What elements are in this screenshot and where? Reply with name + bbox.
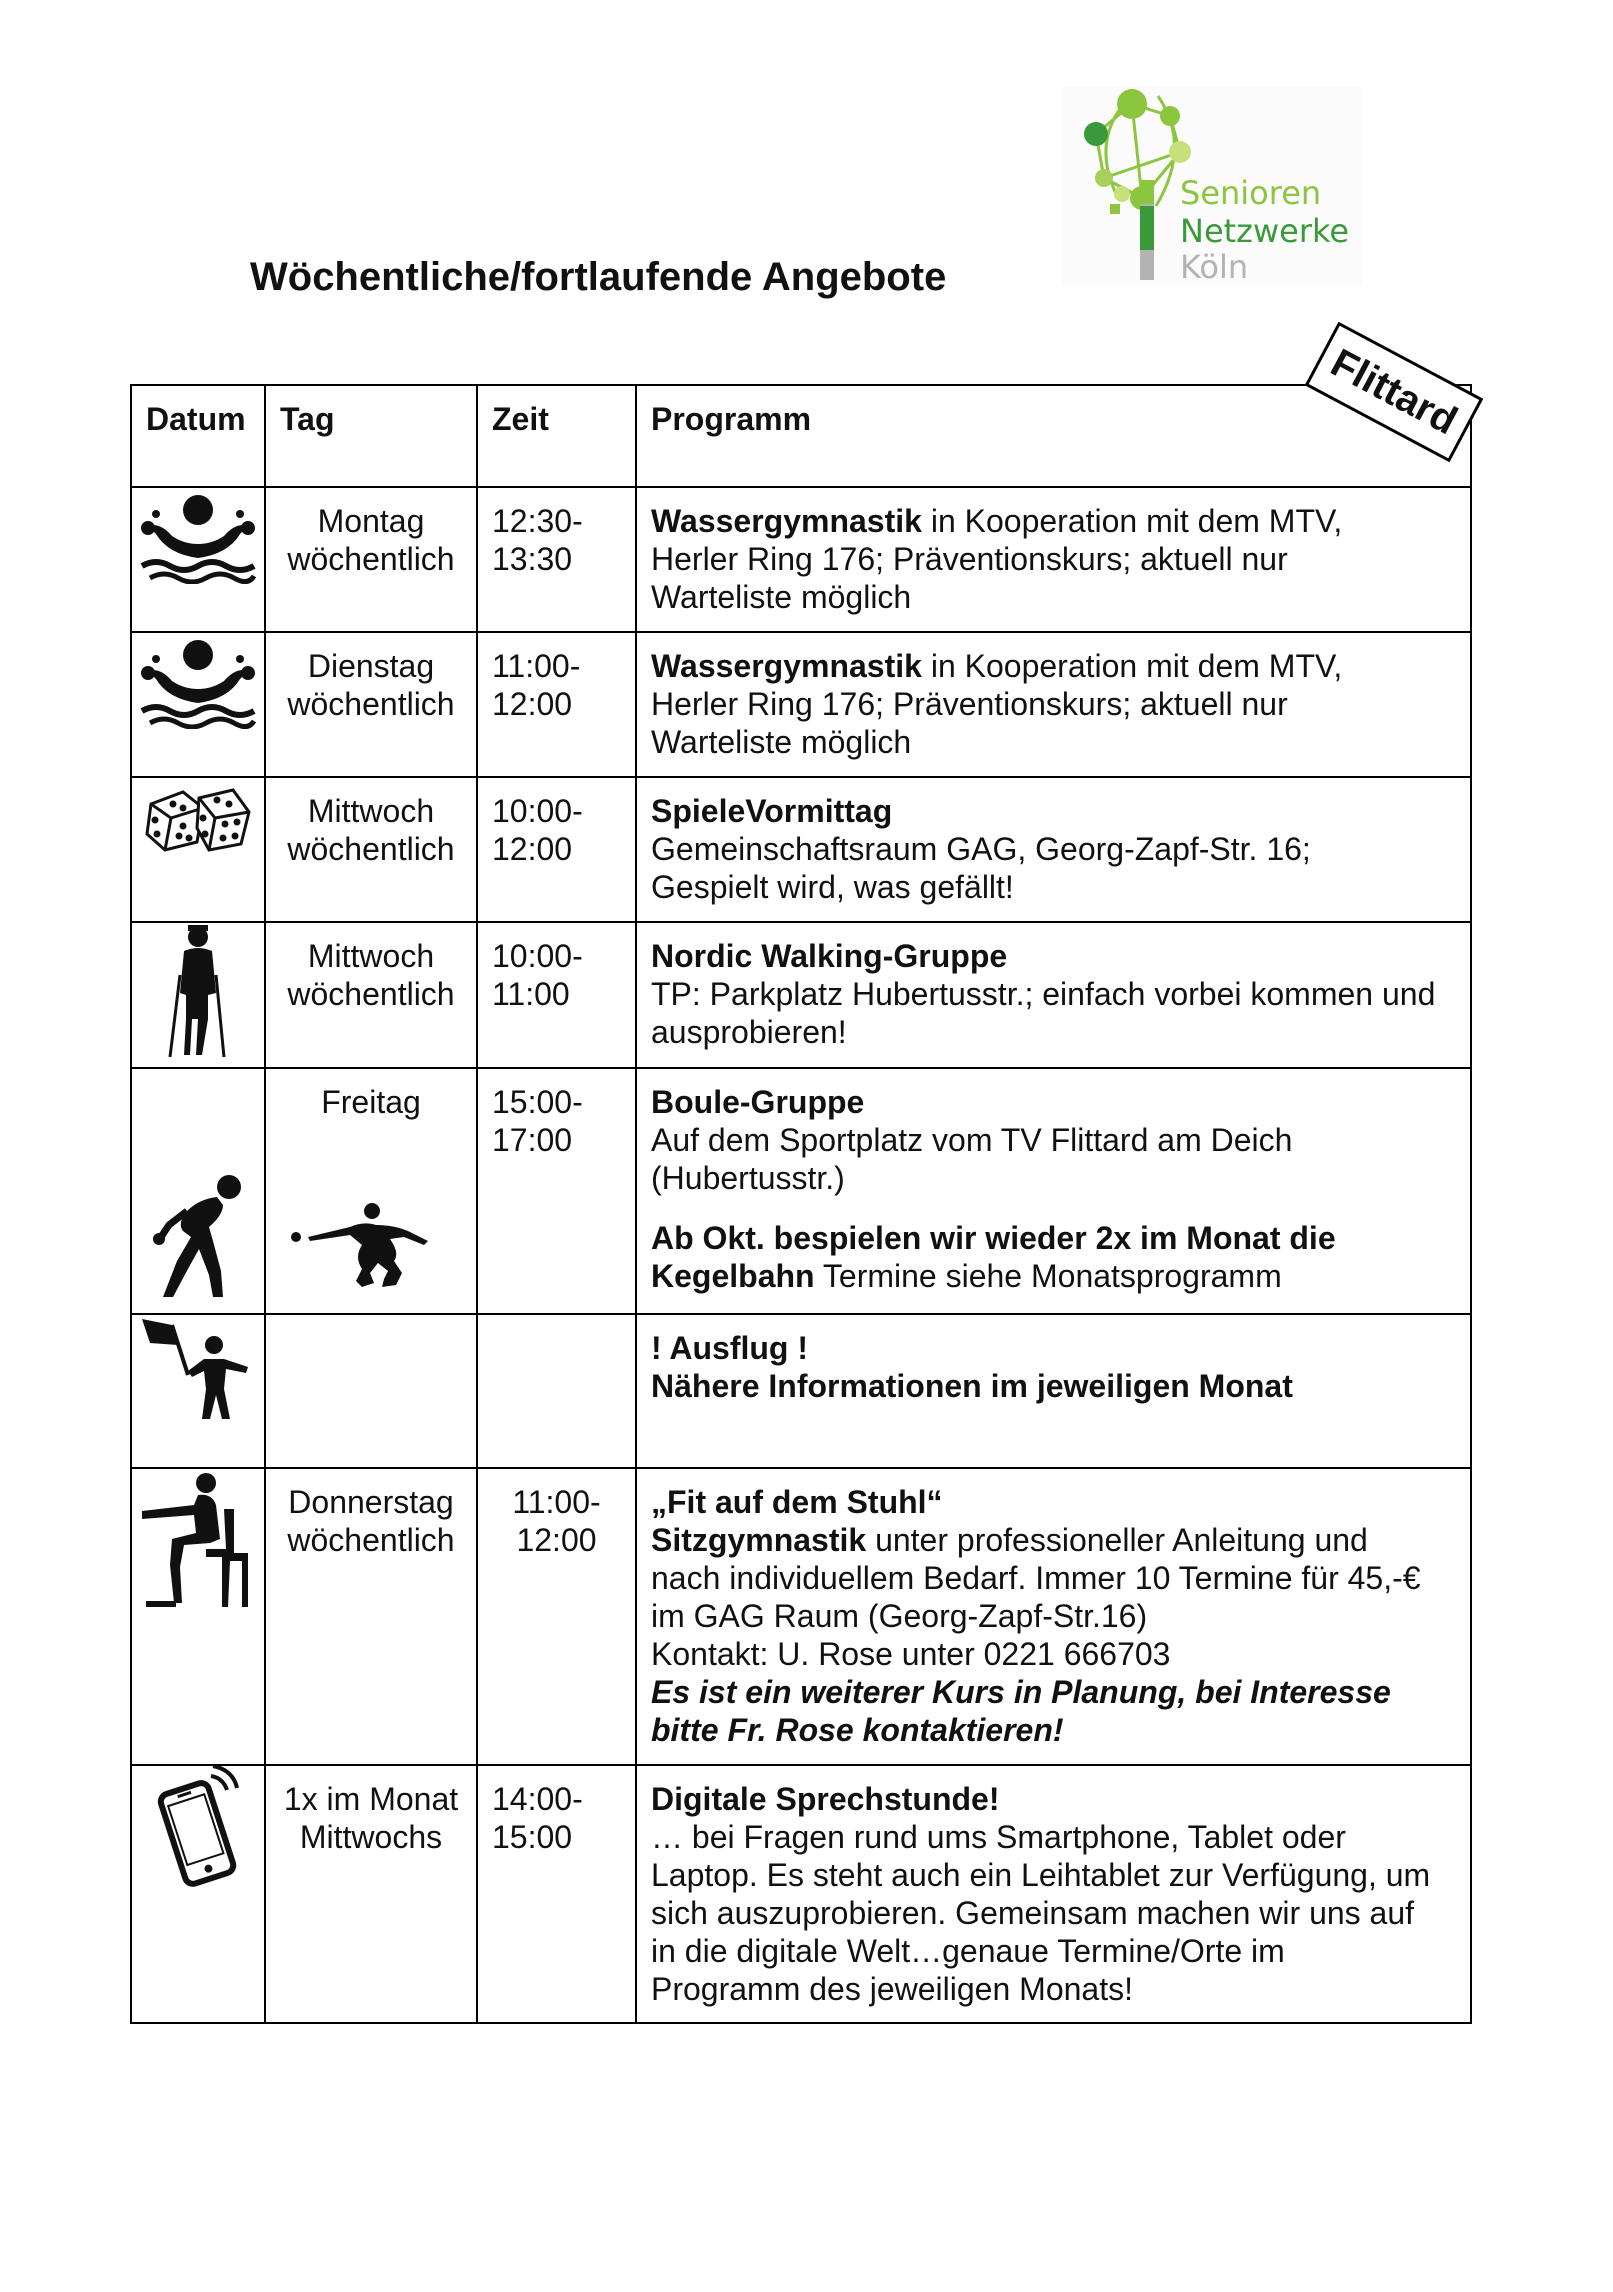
- row-time-start: 14:00-: [492, 1781, 583, 1817]
- row-program-line: [651, 1257, 1456, 1295]
- row-icon-cell: [131, 1765, 265, 2023]
- row-program-line: Ab Okt. bespielen wir wieder 2x im Monat die: [651, 1220, 1336, 1256]
- page-title: Wöchentliche/fortlaufende Angebote: [250, 255, 947, 299]
- header-programm: Programm: [636, 385, 1471, 487]
- row-program-line: [651, 502, 1456, 540]
- row-frequency: Mittwochs: [299, 1819, 443, 1855]
- table-row: [131, 1765, 1471, 2023]
- row-program-title: Wassergymnastik: [651, 648, 922, 684]
- row-time-end: 15:00: [492, 1819, 573, 1855]
- row-frequency: wöchentlich: [287, 1522, 455, 1558]
- row-program-title: Wassergymnastik: [651, 503, 922, 539]
- row-icon-cell: [131, 1468, 265, 1765]
- row-program-line: im GAG Raum (Georg-Zapf-Str.16): [651, 1598, 1148, 1634]
- row-program-title-suffix: in Kooperation mit dem MTV,: [921, 648, 1343, 684]
- nordic-walker-icon: [158, 923, 238, 1059]
- row-program-line: TP: Parkplatz Hubertusstr.; einfach vorbei kommen und: [651, 976, 1436, 1012]
- row-day: Donnerstag: [288, 1484, 454, 1520]
- row-time-start: 11:00-: [492, 648, 581, 684]
- chair-exercise-icon: [136, 1469, 260, 1609]
- row-frequency: wöchentlich: [287, 686, 455, 722]
- row-program-title: Boule-Gruppe: [651, 1084, 865, 1120]
- row-program-rest: unter professioneller Anleitung und: [866, 1522, 1368, 1558]
- swimmer-icon: [136, 488, 260, 584]
- row-time-end: 11:00: [492, 976, 570, 1012]
- row-program-title: Digitale Sprechstunde!: [651, 1781, 1000, 1817]
- row-program-rest: Termine siehe Monatsprogramm: [814, 1258, 1282, 1294]
- senioren-netzwerke-logo: [1062, 86, 1362, 286]
- row-program-line: Laptop. Es steht auch ein Leihtablet zur Verfügung, um: [651, 1857, 1431, 1893]
- row-day: Dienstag: [307, 648, 435, 684]
- row-program-bold-part: Kegelbahn: [651, 1258, 815, 1294]
- smartphone-icon: [153, 1766, 243, 1890]
- row-day: Freitag: [321, 1084, 421, 1120]
- row-program-line: (Hubertusstr.): [651, 1160, 845, 1196]
- row-icon-cell: [131, 1068, 265, 1314]
- row-program-line: Auf dem Sportplatz vom TV Flittard am Deich: [651, 1122, 1293, 1158]
- row-program-line: Gespielt wird, was gefällt!: [651, 869, 1014, 905]
- row-program-line: bitte Fr. Rose kontaktieren!: [651, 1712, 1064, 1748]
- logo-line-senioren: Senioren: [1180, 174, 1322, 212]
- row-program-line: ausprobieren!: [651, 1014, 847, 1050]
- row-time-end: 13:30: [492, 541, 573, 577]
- row-icon-cell: [131, 922, 265, 1068]
- row-icon-cell: [131, 777, 265, 922]
- logo-line-koeln: Köln: [1180, 248, 1249, 286]
- location-stamp: Flittard: [1305, 322, 1484, 463]
- row-time-start: 11:00-: [512, 1484, 601, 1520]
- dice-icon: [143, 778, 253, 858]
- row-program-line: … bei Fragen rund ums Smartphone, Tablet oder: [651, 1819, 1346, 1855]
- table-row: [131, 1314, 1471, 1468]
- row-program-line: Warteliste möglich: [651, 579, 912, 615]
- row-frequency: wöchentlich: [287, 831, 455, 867]
- row-program-title: SpieleVormittag: [651, 793, 893, 829]
- row-program-line: Kontakt: U. Rose unter 0221 666703: [651, 1636, 1171, 1672]
- row-program-line: sich auszuprobieren. Gemeinsam machen wir uns auf: [651, 1895, 1415, 1931]
- row-program-line: [651, 647, 1456, 685]
- row-time-end: 12:00: [516, 1522, 597, 1558]
- flag-person-icon: [138, 1315, 258, 1425]
- boule-player-icon: [290, 1201, 440, 1291]
- row-time-start: 12:30-: [492, 503, 583, 539]
- row-program-title: „Fit auf dem Stuhl“: [651, 1484, 943, 1520]
- row-program-line: Es ist ein weiterer Kurs in Planung, bei Interesse: [651, 1674, 1391, 1710]
- row-icon-cell: [131, 632, 265, 777]
- header-zeit: Zeit: [477, 385, 636, 487]
- table-row: [131, 1068, 1471, 1314]
- table-row: [131, 1468, 1471, 1765]
- table-row: [131, 777, 1471, 922]
- row-icon-cell: [131, 487, 265, 632]
- header-datum: Datum: [131, 385, 265, 487]
- row-time-end: 12:00: [492, 831, 573, 867]
- row-program-line: Herler Ring 176; Präventionskurs; aktuell nur: [651, 541, 1288, 577]
- table-row: [131, 632, 1471, 777]
- row-program-line: [651, 1521, 1456, 1559]
- row-program-title: ! Ausflug !: [651, 1330, 808, 1366]
- row-program-line: Nähere Informationen im jeweiligen Monat: [651, 1368, 1293, 1404]
- row-program-line: Gemeinschaftsraum GAG, Georg-Zapf-Str. 16;: [651, 831, 1311, 867]
- row-day: Mittwoch: [307, 938, 435, 974]
- table-row: [131, 487, 1471, 632]
- row-program-line: in die digitale Welt…genaue Termine/Orte im: [651, 1933, 1285, 1969]
- bowler-icon: [143, 1171, 253, 1301]
- row-program-title-suffix: in Kooperation mit dem MTV,: [921, 503, 1343, 539]
- table-header-row: [131, 385, 1471, 487]
- row-program-line: Herler Ring 176; Präventionskurs; aktuell nur: [651, 686, 1288, 722]
- row-day: Montag: [317, 503, 425, 539]
- row-icon-cell: [131, 1314, 265, 1468]
- row-frequency: wöchentlich: [287, 541, 455, 577]
- row-day: Mittwoch: [307, 793, 435, 829]
- header-tag: Tag: [265, 385, 477, 487]
- row-day: 1x im Monat: [283, 1781, 459, 1817]
- row-program-line: Warteliste möglich: [651, 724, 912, 760]
- program-table: [130, 384, 1472, 2024]
- row-time-end: 12:00: [492, 686, 573, 722]
- row-time-start: 10:00-: [492, 793, 583, 829]
- logo-line-netzwerke: Netzwerke: [1180, 212, 1350, 250]
- row-time-start: 10:00-: [492, 938, 583, 974]
- row-program-line: Programm des jeweiligen Monats!: [651, 1971, 1133, 2007]
- swimmer-icon: [136, 633, 260, 729]
- row-frequency: wöchentlich: [287, 976, 455, 1012]
- row-program-bold-part: Sitzgymnastik: [651, 1522, 867, 1558]
- row-time-end: 17:00: [492, 1122, 573, 1158]
- table-row: [131, 922, 1471, 1068]
- row-program-title: Nordic Walking-Gruppe: [651, 938, 1008, 974]
- row-program-line: nach individuellem Bedarf. Immer 10 Termine für 45,-€: [651, 1560, 1421, 1596]
- row-time-start: 15:00-: [492, 1084, 583, 1120]
